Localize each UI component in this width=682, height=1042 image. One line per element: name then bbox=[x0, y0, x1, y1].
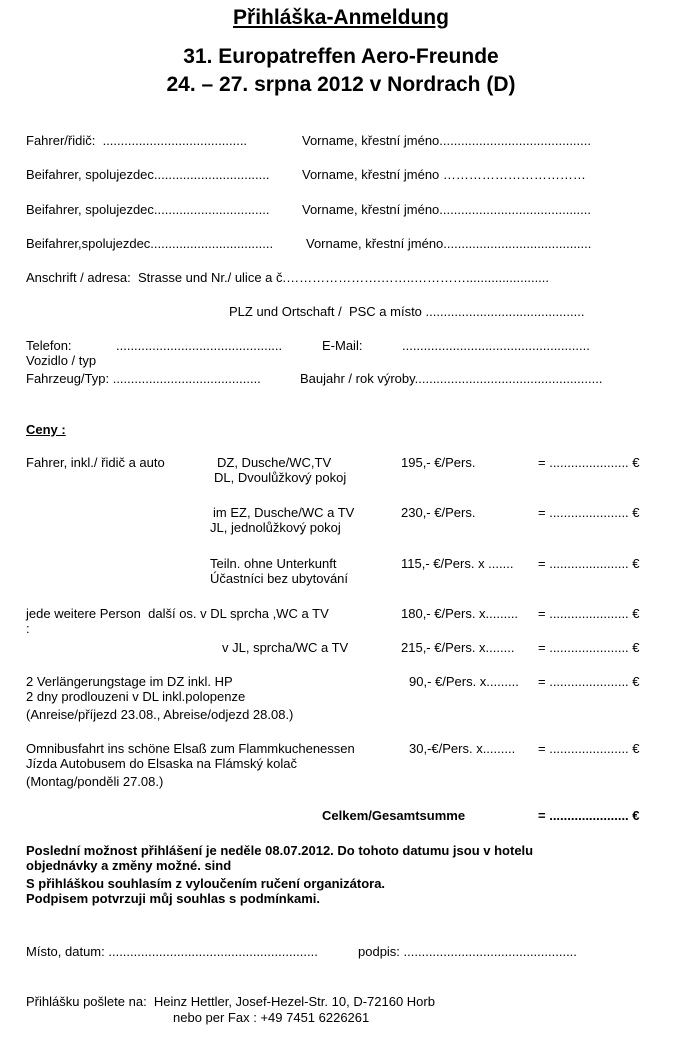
vehicle-field[interactable]: Fahrzeug/Typ: ......................................... bbox=[26, 371, 261, 386]
codriver1-field[interactable]: Beifahrer, spolujezdec................................ bbox=[26, 167, 270, 182]
price-qty-field[interactable]: 90,- €/Pers. x......... bbox=[409, 674, 519, 689]
price-row-label: jede weitere Person další os. v DL sprcha ,WC a TV bbox=[26, 606, 329, 621]
total-field[interactable]: = ...................... € bbox=[538, 606, 640, 621]
event-name: 31. Europatreffen Aero-Freunde bbox=[183, 45, 499, 68]
total-field[interactable]: = ...................... € bbox=[538, 640, 640, 655]
total-field[interactable]: = ...................... € bbox=[538, 556, 640, 571]
room-type-cz: DL, Dvoulůžkový pokoj bbox=[214, 470, 347, 485]
note-line: objednávky a změny možné. sind bbox=[26, 858, 232, 873]
room-type-cz: Účastníci bez ubytování bbox=[210, 571, 349, 586]
codriver1-firstname-field[interactable]: Vorname, křestní jméno …………………………… bbox=[302, 167, 586, 182]
room-type: Teiln. ohne Unterkunft bbox=[210, 556, 337, 571]
form-title-text: Přihláška-Anmeldung bbox=[233, 6, 449, 29]
price-qty-field[interactable]: 180,- €/Pers. x......... bbox=[401, 606, 519, 621]
extension-label: 2 Verlängerungstage im DZ inkl. HP bbox=[26, 674, 233, 689]
bus-trip-label-cz: Jízda Autobusem do Elsaska na Flámský kolač bbox=[26, 756, 297, 771]
driver-field[interactable]: Fahrer/řidič: ........................................ bbox=[26, 133, 248, 148]
price: 230,- €/Pers. bbox=[401, 505, 476, 520]
price-qty-field[interactable]: 30,-€/Pers. x......... bbox=[409, 741, 516, 756]
fax-number: nebo per Fax : +49 7451 6226261 bbox=[173, 1010, 370, 1025]
price-qty-field[interactable]: 115,- €/Pers. x ....... bbox=[401, 556, 514, 571]
address-field[interactable]: Anschrift / adresa: Strasse und Nr./ ulice a č.………………….……..…………....................... bbox=[26, 270, 550, 285]
extension-label-cz: 2 dny prodlouzeni v DL inkl.polopenze bbox=[26, 689, 246, 704]
year-field[interactable]: Baujahr / rok výroby.................................................... bbox=[300, 371, 603, 386]
phone-field[interactable]: .............................................. bbox=[116, 338, 283, 353]
note-line: S přihláškou souhlasím z vyloučením ručení organizátora. bbox=[26, 876, 386, 891]
signature-field[interactable]: podpis: ................................................ bbox=[358, 944, 577, 959]
colon: : bbox=[26, 621, 30, 636]
price-row-label: Fahrer, inkl./ řidič a auto bbox=[26, 455, 165, 470]
codriver3-firstname-field[interactable]: Vorname, křestní jméno......................................... bbox=[306, 236, 592, 251]
room-type: DZ, Dusche/WC,TV bbox=[217, 455, 332, 470]
codriver2-firstname-field[interactable]: Vorname, křestní jméno.......................................... bbox=[302, 202, 591, 217]
email-field[interactable]: .................................................... bbox=[402, 338, 590, 353]
extension-dates: (Anreise/příjezd 23.08., Abreise/odjezd 28.08.) bbox=[26, 707, 294, 722]
total-field[interactable]: = ...................... € bbox=[538, 741, 640, 756]
total-field[interactable]: = ...................... € bbox=[538, 455, 640, 470]
phone-label: Telefon: bbox=[26, 338, 72, 353]
grand-total-label: Celkem/Gesamtsumme bbox=[322, 808, 466, 823]
event-dates: 24. – 27. srpna 2012 v Nordrach (D) bbox=[166, 73, 516, 96]
room-type: im EZ, Dusche/WC a TV bbox=[213, 505, 355, 520]
price: 195,- €/Pers. bbox=[401, 455, 476, 470]
note-line: Poslední možnost přihlášení je neděle 08.07.2012. Do tohoto datumu jsou v hotelu bbox=[26, 843, 534, 858]
codriver3-field[interactable]: Beifahrer,spolujezdec.................................. bbox=[26, 236, 274, 251]
grand-total-field[interactable]: = ...................... € bbox=[538, 808, 640, 823]
form-title bbox=[0, 6, 682, 30]
codriver2-field[interactable]: Beifahrer, spolujezdec................................ bbox=[26, 202, 270, 217]
send-to-address: Přihlášku pošlete na: Heinz Hettler, Josef-Hezel-Str. 10, D-72160 Horb bbox=[26, 994, 435, 1009]
room-type-cz: JL, jednolůžkový pokoj bbox=[210, 520, 341, 535]
zip-city-field[interactable]: PLZ und Ortschaft / PSC a místo ............................................ bbox=[229, 304, 585, 319]
email-label: E-Mail: bbox=[322, 338, 363, 353]
vehicle-label-cz: Vozidlo / typ bbox=[26, 353, 97, 368]
prices-heading: Ceny : bbox=[26, 422, 66, 437]
note-line: Podpisem potvrzuji můj souhlas s podmínkami. bbox=[26, 891, 320, 906]
bus-trip-label: Omnibusfahrt ins schöne Elsaß zum Flammkuchenessen bbox=[26, 741, 355, 756]
total-field[interactable]: = ...................... € bbox=[538, 505, 640, 520]
price-qty-field[interactable]: 215,- €/Pers. x........ bbox=[401, 640, 515, 655]
bus-trip-date: (Montag/ponděli 27.08.) bbox=[26, 774, 164, 789]
total-field[interactable]: = ...................... € bbox=[538, 674, 640, 689]
driver-firstname-field[interactable]: Vorname, křestní jméno.......................................... bbox=[302, 133, 591, 148]
place-date-field[interactable]: Místo, datum: .......................................................... bbox=[26, 944, 318, 959]
room-type: v JL, sprcha/WC a TV bbox=[222, 640, 349, 655]
